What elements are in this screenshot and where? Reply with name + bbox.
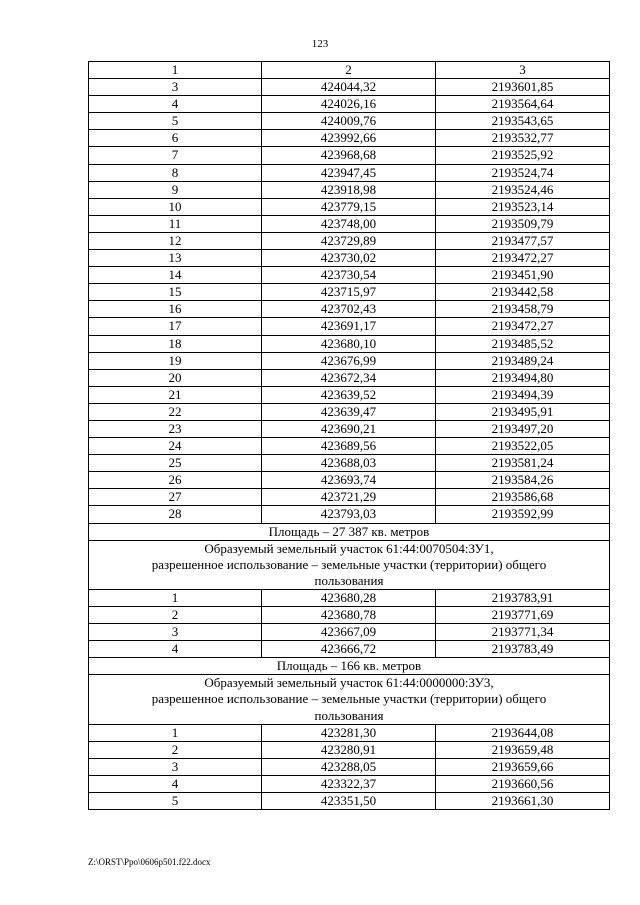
x-coordinate-cell: 423689,56 (262, 438, 436, 455)
point-number-cell: 24 (89, 438, 262, 455)
y-coordinate-cell: 2193660,56 (436, 775, 610, 792)
y-coordinate-cell: 2193525,92 (436, 147, 610, 164)
point-number-cell: 28 (89, 506, 262, 523)
y-coordinate-cell: 2193584,26 (436, 472, 610, 489)
area-total-row (89, 523, 610, 540)
y-coordinate-cell: 2193783,49 (436, 641, 610, 658)
point-number-cell: 9 (89, 181, 262, 198)
table-row (89, 741, 610, 758)
x-coordinate-cell: 423676,99 (262, 352, 436, 369)
point-number-cell: 12 (89, 232, 262, 249)
table-row (89, 79, 610, 96)
table-row (89, 589, 610, 606)
table-row (89, 267, 610, 284)
point-number-cell: 4 (89, 641, 262, 658)
x-coordinate-cell: 423992,66 (262, 130, 436, 147)
table-row (89, 724, 610, 741)
point-number-cell: 5 (89, 113, 262, 130)
header-cell-x: 2 (262, 62, 436, 79)
table-header-row (89, 62, 610, 79)
table-row (89, 624, 610, 641)
point-number-cell: 8 (89, 164, 262, 181)
area-total: Площадь – 166 кв. метров (89, 658, 610, 675)
table-row (89, 130, 610, 147)
y-coordinate-cell: 2193494,80 (436, 369, 610, 386)
point-number-cell: 22 (89, 403, 262, 420)
area-total-row (89, 658, 610, 675)
parcel-description-line: пользования (314, 707, 384, 723)
point-number-cell: 15 (89, 284, 262, 301)
point-number-cell: 2 (89, 607, 262, 624)
parcel-description-row (89, 540, 610, 589)
point-number-cell: 27 (89, 489, 262, 506)
x-coordinate-cell: 423793,03 (262, 506, 436, 523)
y-coordinate-cell: 2193783,91 (436, 589, 610, 606)
table-row (89, 506, 610, 523)
x-coordinate-cell: 423639,52 (262, 386, 436, 403)
y-coordinate-cell: 2193581,24 (436, 455, 610, 472)
point-number-cell: 4 (89, 775, 262, 792)
table-row (89, 181, 610, 198)
x-coordinate-cell: 423281,30 (262, 724, 436, 741)
table-row (89, 641, 610, 658)
page-number: 123 (311, 38, 329, 50)
y-coordinate-cell: 2193495,91 (436, 403, 610, 420)
table-row (89, 164, 610, 181)
table-row (89, 438, 610, 455)
y-coordinate-cell: 2193564,64 (436, 96, 610, 113)
y-coordinate-cell: 2193659,66 (436, 758, 610, 775)
y-coordinate-cell: 2193494,39 (436, 386, 610, 403)
y-coordinate-cell: 2193485,52 (436, 335, 610, 352)
parcel-description-line: Образуемый земельный участок 61:44:0000000:ЗУ3, (204, 675, 494, 691)
y-coordinate-cell: 2193586,68 (436, 489, 610, 506)
table-row (89, 758, 610, 775)
x-coordinate-cell: 423968,68 (262, 147, 436, 164)
y-coordinate-cell: 2193509,79 (436, 215, 610, 232)
parcel-description (89, 540, 610, 589)
table-row (89, 113, 610, 130)
y-coordinate-cell: 2193659,48 (436, 741, 610, 758)
x-coordinate-cell: 423680,10 (262, 335, 436, 352)
y-coordinate-cell: 2193472,27 (436, 318, 610, 335)
x-coordinate-cell: 423322,37 (262, 775, 436, 792)
parcel-description-line: Образуемый земельный участок 61:44:0070504:ЗУ1, (204, 540, 494, 556)
point-number-cell: 13 (89, 250, 262, 267)
point-number-cell: 20 (89, 369, 262, 386)
table-row (89, 420, 610, 437)
x-coordinate-cell: 424026,16 (262, 96, 436, 113)
x-coordinate-cell: 423693,74 (262, 472, 436, 489)
x-coordinate-cell: 423351,50 (262, 793, 436, 810)
y-coordinate-cell: 2193532,77 (436, 130, 610, 147)
table-row (89, 335, 610, 352)
x-coordinate-cell: 423288,05 (262, 758, 436, 775)
point-number-cell: 17 (89, 318, 262, 335)
y-coordinate-cell: 2193771,34 (436, 624, 610, 641)
table-row (89, 352, 610, 369)
y-coordinate-cell: 2193771,69 (436, 607, 610, 624)
point-number-cell: 4 (89, 96, 262, 113)
point-number-cell: 3 (89, 624, 262, 641)
point-number-cell: 11 (89, 215, 262, 232)
table-row (89, 607, 610, 624)
point-number-cell: 7 (89, 147, 262, 164)
x-coordinate-cell: 423680,28 (262, 589, 436, 606)
parcel-description-line: пользования (314, 572, 384, 588)
table-row (89, 301, 610, 318)
footer-file-path: Z:\ORST\Ppo\0606p501.f22.docx (88, 857, 211, 867)
y-coordinate-cell: 2193497,20 (436, 420, 610, 437)
point-number-cell: 26 (89, 472, 262, 489)
y-coordinate-cell: 2193472,27 (436, 250, 610, 267)
table-row (89, 250, 610, 267)
y-coordinate-cell: 2193524,74 (436, 164, 610, 181)
x-coordinate-cell: 424009,76 (262, 113, 436, 130)
point-number-cell: 25 (89, 455, 262, 472)
x-coordinate-cell: 423947,45 (262, 164, 436, 181)
point-number-cell: 1 (89, 589, 262, 606)
table-row (89, 232, 610, 249)
y-coordinate-cell: 2193524,46 (436, 181, 610, 198)
x-coordinate-cell: 423688,03 (262, 455, 436, 472)
table-row (89, 775, 610, 792)
y-coordinate-cell: 2193477,57 (436, 232, 610, 249)
y-coordinate-cell: 2193592,99 (436, 506, 610, 523)
x-coordinate-cell: 423729,89 (262, 232, 436, 249)
y-coordinate-cell: 2193543,65 (436, 113, 610, 130)
x-coordinate-cell: 423715,97 (262, 284, 436, 301)
table-row (89, 455, 610, 472)
y-coordinate-cell: 2193489,24 (436, 352, 610, 369)
table-row (89, 793, 610, 810)
y-coordinate-cell: 2193522,05 (436, 438, 610, 455)
point-number-cell: 5 (89, 793, 262, 810)
point-number-cell: 3 (89, 758, 262, 775)
table-row (89, 472, 610, 489)
point-number-cell: 10 (89, 198, 262, 215)
x-coordinate-cell: 424044,32 (262, 79, 436, 96)
point-number-cell: 19 (89, 352, 262, 369)
y-coordinate-cell: 2193661,30 (436, 793, 610, 810)
table-row (89, 147, 610, 164)
table-row (89, 215, 610, 232)
point-number-cell: 3 (89, 79, 262, 96)
table-row (89, 369, 610, 386)
x-coordinate-cell: 423702,43 (262, 301, 436, 318)
x-coordinate-cell: 423730,54 (262, 267, 436, 284)
parcel-description-row (89, 675, 610, 724)
table-row (89, 318, 610, 335)
y-coordinate-cell: 2193523,14 (436, 198, 610, 215)
x-coordinate-cell: 423690,21 (262, 420, 436, 437)
table-row (89, 284, 610, 301)
x-coordinate-cell: 423721,29 (262, 489, 436, 506)
x-coordinate-cell: 423779,15 (262, 198, 436, 215)
header-cell-y: 3 (436, 62, 610, 79)
x-coordinate-cell: 423680,78 (262, 607, 436, 624)
x-coordinate-cell: 423639,47 (262, 403, 436, 420)
point-number-cell: 2 (89, 741, 262, 758)
x-coordinate-cell: 423280,91 (262, 741, 436, 758)
parcel-description-line: разрешенное использование – земельные участки (территории) общего (151, 691, 547, 707)
y-coordinate-cell: 2193451,90 (436, 267, 610, 284)
y-coordinate-cell: 2193601,85 (436, 79, 610, 96)
table-row (89, 198, 610, 215)
x-coordinate-cell: 423691,17 (262, 318, 436, 335)
parcel-description-line: разрешенное использование – земельные участки (территории) общего (151, 556, 547, 572)
parcel-description (89, 675, 610, 724)
point-number-cell: 6 (89, 130, 262, 147)
point-number-cell: 16 (89, 301, 262, 318)
point-number-cell: 18 (89, 335, 262, 352)
table-row (89, 489, 610, 506)
x-coordinate-cell: 423666,72 (262, 641, 436, 658)
y-coordinate-cell: 2193458,79 (436, 301, 610, 318)
point-number-cell: 21 (89, 386, 262, 403)
area-total: Площадь – 27 387 кв. метров (89, 523, 610, 540)
table-row (89, 403, 610, 420)
y-coordinate-cell: 2193644,08 (436, 724, 610, 741)
header-cell-point: 1 (89, 62, 262, 79)
x-coordinate-cell: 423672,34 (262, 369, 436, 386)
table-row (89, 386, 610, 403)
table-row (89, 96, 610, 113)
x-coordinate-cell: 423730,02 (262, 250, 436, 267)
point-number-cell: 1 (89, 724, 262, 741)
x-coordinate-cell: 423918,98 (262, 181, 436, 198)
coordinates-table (88, 61, 610, 810)
y-coordinate-cell: 2193442,58 (436, 284, 610, 301)
x-coordinate-cell: 423748,00 (262, 215, 436, 232)
x-coordinate-cell: 423667,09 (262, 624, 436, 641)
point-number-cell: 23 (89, 420, 262, 437)
point-number-cell: 14 (89, 267, 262, 284)
